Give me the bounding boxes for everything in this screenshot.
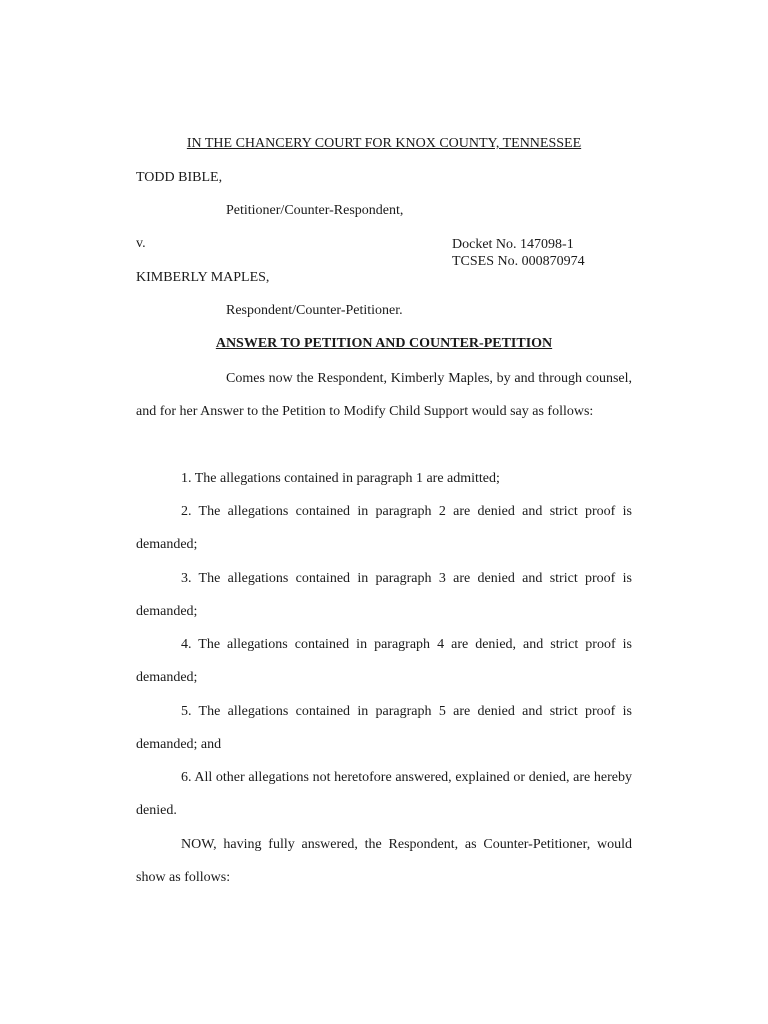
docket-block (452, 236, 585, 270)
respondent-role: Respondent/Counter-Petitioner. (226, 303, 403, 318)
tcses-number: TCSES No. 000870974 (452, 254, 585, 269)
respondent-name: KIMBERLY MAPLES, (136, 270, 270, 285)
docket-number: Docket No. 147098-1 (452, 237, 574, 252)
answer-paragraph-2: 2. The allegations contained in paragraph 2 are denied and strict proof is demanded; (136, 504, 632, 553)
versus-label: v. (136, 236, 146, 251)
answer-paragraph-6: 6. All other allegations not heretofore answered, explained or denied, are hereby denied. (136, 770, 632, 819)
answer-paragraph-4: 4. The allegations contained in paragraph 4 are denied, and strict proof is demanded; (136, 637, 632, 686)
answer-paragraph-5: 5. The allegations contained in paragraph 5 are denied and strict proof is demanded; and (136, 704, 632, 753)
document-title: ANSWER TO PETITION AND COUNTER-PETITION (215, 336, 553, 351)
answer-paragraph-3: 3. The allegations contained in paragraph 3 are denied and strict proof is demanded; (136, 571, 632, 620)
intro-paragraph: Comes now the Respondent, Kimberly Maples, by and through counsel, and for her Answer to the Petition to Modify Child Support would say as follows: (136, 371, 632, 420)
petitioner-name: TODD BIBLE, (136, 170, 223, 185)
answer-paragraph-1: 1. The allegations contained in paragraph 1 are admitted; (181, 471, 500, 486)
petitioner-role: Petitioner/Counter-Respondent, (226, 203, 404, 218)
court-heading: IN THE CHANCERY COURT FOR KNOX COUNTY, TENNESSEE (186, 136, 582, 151)
counter-petition-intro: NOW, having fully answered, the Respondent, as Counter-Petitioner, would show as follows: (136, 837, 632, 886)
